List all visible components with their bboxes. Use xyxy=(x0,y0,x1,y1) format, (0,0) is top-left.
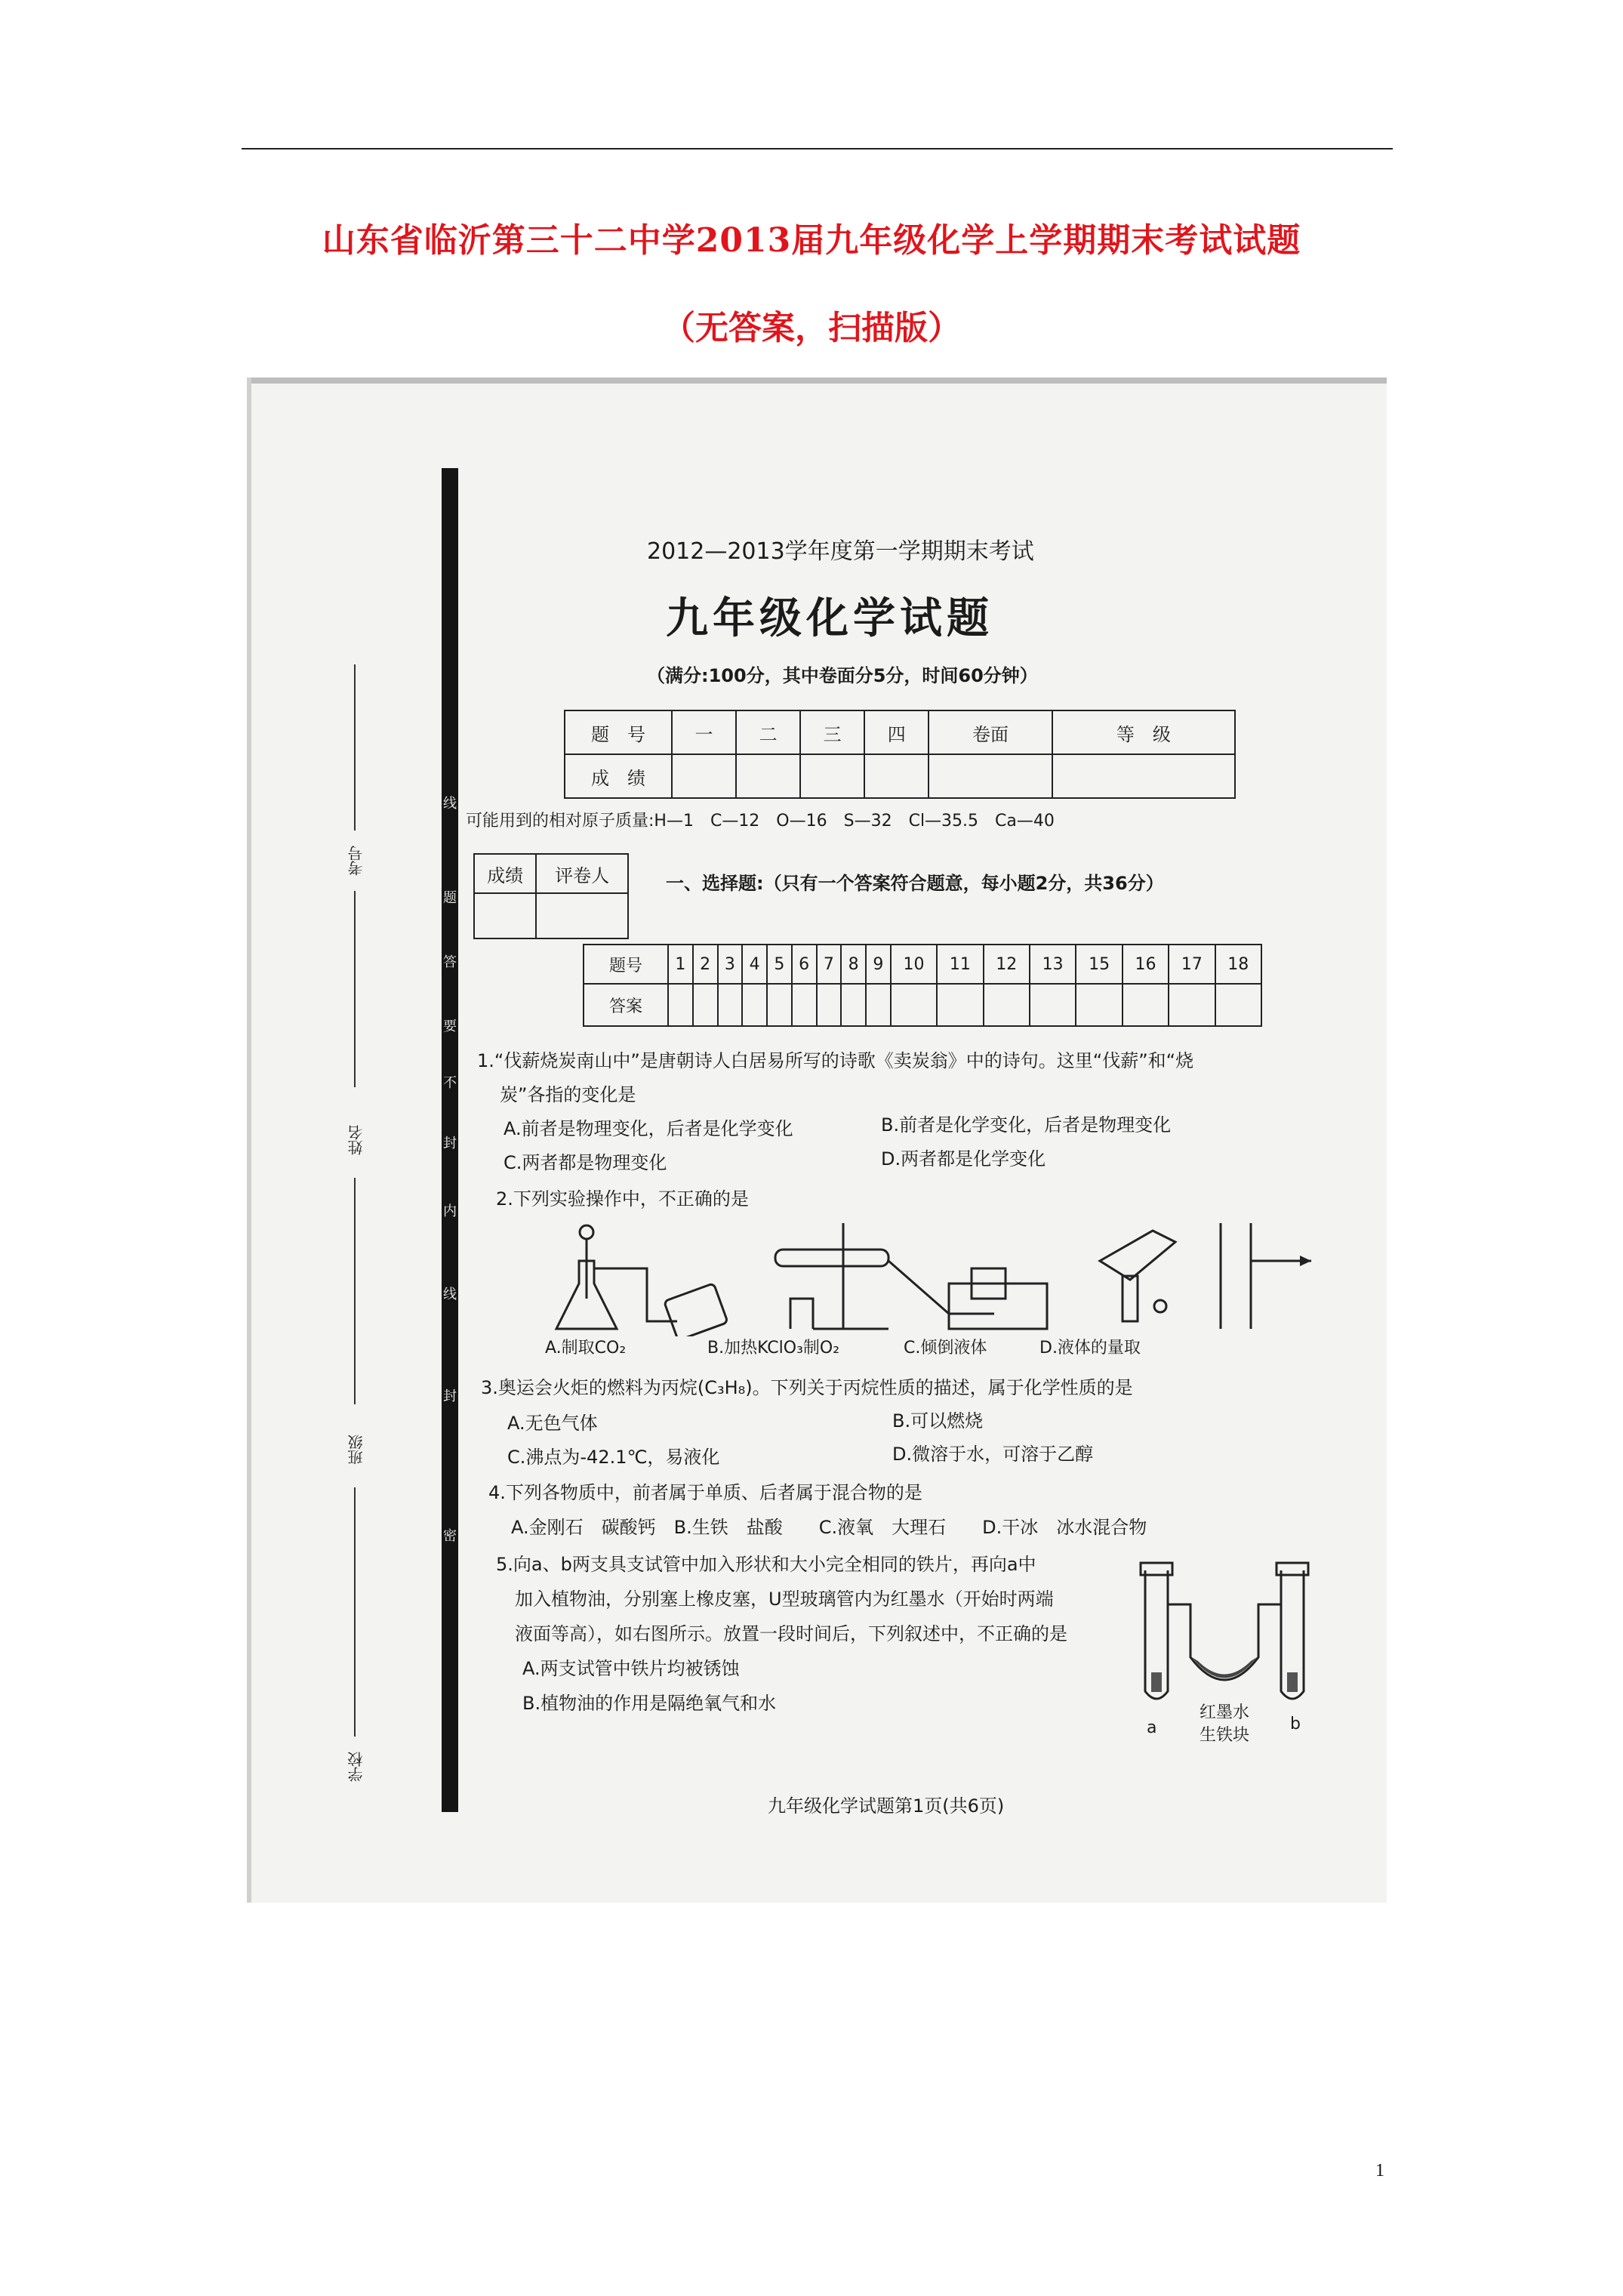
binding-char: 封 xyxy=(442,1133,458,1152)
answer-grid-cell: 16 xyxy=(1123,945,1169,984)
answer-grid-cell: 11 xyxy=(937,945,983,984)
figure-label-iron-block: 生铁块 xyxy=(1200,1726,1250,1745)
field-label-name: 姓名 xyxy=(347,1125,365,1155)
question-3: 3.奥运会火炬的燃料为丙烷(C₃H₈)。下列关于丙烷性质的描述，属于化学性质的是 xyxy=(481,1377,1133,1398)
question-3-option-c: C.沸点为-42.1℃，易液化 xyxy=(507,1447,720,1468)
section1-title: 一、选择题:（只有一个答案符合题意，每小题2分，共36分） xyxy=(666,873,1164,894)
score-table-score-row xyxy=(565,754,1235,798)
question-2-label-c: C.倾倒液体 xyxy=(904,1339,987,1358)
answer-grid-number-row xyxy=(584,945,1261,984)
field-label-school: 学校 xyxy=(347,1752,365,1782)
score-table-cell: 三 xyxy=(800,710,864,754)
score-table-cell: 一 xyxy=(672,710,736,754)
question-3-option-b: B.可以燃烧 xyxy=(892,1410,984,1432)
u-tube-icon xyxy=(1168,1604,1281,1680)
binding-char: 内 xyxy=(442,1200,458,1220)
field-line xyxy=(354,891,356,1087)
question-3-option-d: D.微溶于水，可溶于乙醇 xyxy=(892,1444,1094,1465)
figure-label-b: b xyxy=(1290,1715,1301,1734)
answer-grid-cell: 4 xyxy=(742,945,767,984)
question-1-option-a: A.前者是物理变化，后者是化学变化 xyxy=(504,1118,793,1139)
field-label-class: 班级 xyxy=(347,1435,365,1465)
question-2-label-b: B.加热KClO₃制O₂ xyxy=(707,1339,840,1358)
question-1-option-b: B.前者是化学变化，后者是物理变化 xyxy=(881,1114,1172,1136)
question-2-label-d: D.液体的量取 xyxy=(1039,1339,1141,1358)
answer-grid-cell: 答案 xyxy=(584,984,668,1026)
answer-grid-cell: 12 xyxy=(984,945,1030,984)
scanned-exam-page xyxy=(247,378,1387,1903)
score-table-cell: 二 xyxy=(736,710,800,754)
field-line xyxy=(354,1487,356,1737)
binding-char: 密 xyxy=(442,1525,458,1545)
grader-box-cell: 成绩 xyxy=(474,854,536,893)
score-table-cell: 成 绩 xyxy=(565,754,672,798)
question-1-line1: 1.“伐薪烧炭南山中”是唐朝诗人白居易所写的诗歌《卖炭翁》中的诗句。这里“伐薪”和“烧 xyxy=(477,1050,1194,1071)
scan-footer: 九年级化学试题第1页(共6页) xyxy=(768,1795,1005,1817)
score-table xyxy=(564,710,1236,799)
question-5-line2: 加入植物油，分别塞上橡皮塞，U型玻璃管内为红墨水（开始时两端 xyxy=(515,1589,1054,1610)
binding-char: 答 xyxy=(442,951,458,971)
question-2-label-a: A.制取CO₂ xyxy=(545,1339,627,1358)
exam-year: 2012—2013学年度第一学期期末考试 xyxy=(647,538,1034,565)
question-3-option-a: A.无色气体 xyxy=(507,1413,598,1434)
gas-bottle-icon xyxy=(664,1284,728,1336)
binding-char: 不 xyxy=(442,1072,458,1092)
score-table-cell: 等 级 xyxy=(1052,710,1235,754)
question-5-option-b: B.植物油的作用是隔绝氧气和水 xyxy=(522,1693,777,1714)
document-subtitle: （无答案，扫描版） xyxy=(662,309,961,347)
answer-grid-cell: 17 xyxy=(1169,945,1215,984)
score-table-cell: 四 xyxy=(864,710,929,754)
binding-char: 要 xyxy=(442,1015,458,1035)
answer-grid-cell: 8 xyxy=(841,945,866,984)
water-trough-icon xyxy=(949,1284,1047,1329)
score-table-cell: 卷面 xyxy=(929,710,1052,754)
top-rule xyxy=(242,148,1393,149)
question-2: 2.下列实验操作中，不正确的是 xyxy=(496,1188,749,1210)
atomic-masses: 可能用到的相对原子质量:H—1 C—12 O—16 S—32 Cl—35.5 Ca—40 xyxy=(466,812,1055,831)
exam-name: 九年级化学试题 xyxy=(666,594,993,643)
question-1-line2: 炭”各指的变化是 xyxy=(500,1084,636,1105)
binding-char: 封 xyxy=(442,1385,458,1405)
score-table-cell: 题 号 xyxy=(565,710,672,754)
answer-grid-cell: 10 xyxy=(891,945,937,984)
exam-note: （满分:100分，其中卷面分5分，时间60分钟） xyxy=(647,665,1038,686)
binding-char: 线 xyxy=(442,1284,458,1303)
question-4: 4.下列各物质中，前者属于单质、后者属于混合物的是 xyxy=(488,1482,922,1503)
pouring-tube-icon xyxy=(1123,1276,1138,1321)
answer-grid-cell: 5 xyxy=(767,945,792,984)
binding-char: 线 xyxy=(442,793,458,812)
question-5-line1: 5.向a、b两支具支试管中加入形状和大小完全相同的铁片，再向a中 xyxy=(496,1554,1036,1575)
scan-top-edge xyxy=(247,378,1387,384)
test-tube-icon xyxy=(775,1250,888,1266)
question-5-line3: 液面等高），如右图所示。放置一段时间后，下列叙述中，不正确的是 xyxy=(515,1623,1067,1644)
question-1-option-d: D.两者都是化学变化 xyxy=(881,1148,1046,1170)
score-table-header-row xyxy=(565,710,1235,754)
question-2-figures xyxy=(526,1216,1319,1336)
question-4-options: A.金刚石 碳酸钙 B.生铁 盐酸 C.液氧 大理石 D.干冰 冰水混合物 xyxy=(511,1517,1147,1538)
binding-bar xyxy=(442,468,458,1812)
grader-box-cell: 评卷人 xyxy=(536,854,628,893)
answer-grid-cell: 18 xyxy=(1215,945,1261,984)
question-5-u-tube-figure xyxy=(1130,1559,1326,1755)
question-5-option-a: A.两支试管中铁片均被锈蚀 xyxy=(522,1658,740,1679)
grader-box xyxy=(473,853,629,939)
document-title: 山东省临沂第三十二中学2013届九年级化学上学期期末考试试题 xyxy=(322,221,1301,260)
answer-grid-cell: 15 xyxy=(1076,945,1122,984)
question-1-option-c: C.两者都是物理变化 xyxy=(504,1152,667,1173)
figure-label-a: a xyxy=(1147,1718,1157,1737)
answer-grid-cell: 6 xyxy=(792,945,817,984)
field-line xyxy=(354,664,356,831)
answer-grid-answer-row xyxy=(584,984,1261,1026)
field-line xyxy=(354,1178,356,1404)
answer-grid-cell: 9 xyxy=(866,945,891,984)
answer-grid-cell: 3 xyxy=(718,945,743,984)
answer-grid-cell: 7 xyxy=(817,945,842,984)
field-label-exam-number: 考号 xyxy=(347,846,365,876)
reagent-bottle-icon xyxy=(1100,1231,1175,1280)
scan-left-edge xyxy=(247,378,251,1903)
answer-grid-cell: 2 xyxy=(693,945,718,984)
answer-grid xyxy=(583,944,1262,1027)
binding-char: 题 xyxy=(442,887,458,907)
answer-grid-cell: 13 xyxy=(1030,945,1076,984)
figure-label-red-ink: 红墨水 xyxy=(1200,1703,1250,1722)
page-number: 1 xyxy=(1375,2161,1384,2180)
answer-grid-cell: 题号 xyxy=(584,945,668,984)
answer-grid-cell: 1 xyxy=(668,945,693,984)
